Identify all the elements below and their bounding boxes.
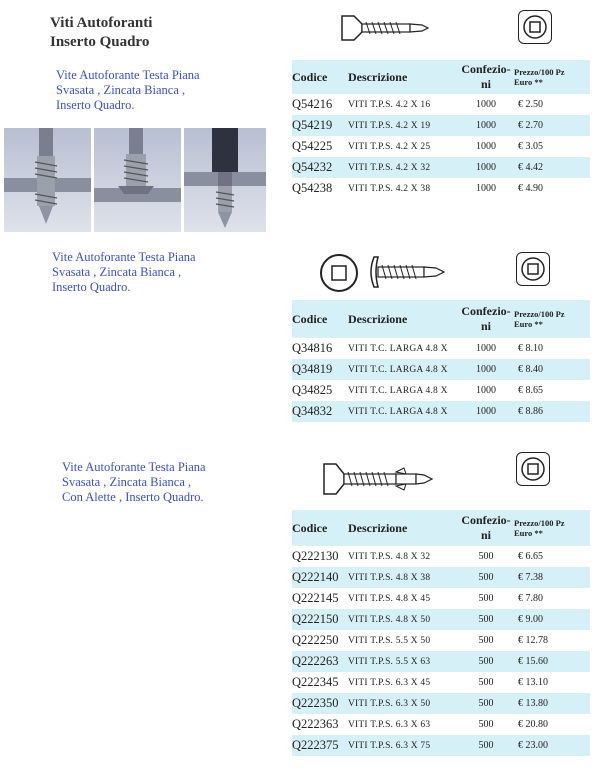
row-price: € 23.00 xyxy=(518,740,548,751)
row-desc: VITI T.P.S. 6.3 X 45 xyxy=(348,677,431,688)
row-qty: 1000 xyxy=(476,406,496,417)
row-price: € 8.86 xyxy=(518,406,543,417)
row-price: € 8.10 xyxy=(518,343,543,354)
row-price: € 8.65 xyxy=(518,385,543,396)
table-header xyxy=(292,510,590,546)
price-header-line: Euro ** xyxy=(514,319,543,329)
table-row xyxy=(292,714,590,735)
section-2-description xyxy=(52,250,196,295)
row-price: € 3.05 xyxy=(518,141,543,152)
description-line: Svasata , Zincata Bianca , xyxy=(62,475,192,489)
col-code: Codice xyxy=(292,520,328,535)
row-qty: 500 xyxy=(478,551,494,562)
col-description: Descrizione xyxy=(348,311,408,326)
table-row xyxy=(292,651,590,672)
row-code: Q54225 xyxy=(292,139,333,153)
winged-screw-icon xyxy=(322,460,434,503)
row-qty: 500 xyxy=(478,635,494,646)
table-row xyxy=(292,380,590,401)
row-desc: VITI T.P.S. 6.3 X 75 xyxy=(348,740,431,751)
table-row xyxy=(292,693,590,714)
description-line: Svasata , Zincata Bianca , xyxy=(56,83,186,97)
col-price xyxy=(514,300,590,338)
row-qty: 500 xyxy=(478,656,494,667)
row-price: € 20.80 xyxy=(518,719,548,730)
price-header-line: Euro ** xyxy=(514,77,543,87)
row-code: Q54232 xyxy=(292,160,333,174)
title-line-1: Viti Autoforanti xyxy=(50,15,153,31)
row-code: Q222375 xyxy=(292,738,339,752)
row-code: Q222140 xyxy=(292,570,339,584)
row-desc: VITI T.P.S. 5.5 X 63 xyxy=(348,656,431,667)
table-row xyxy=(292,672,590,693)
col-description: Descrizione xyxy=(348,520,408,535)
wafer-head-screw-icon xyxy=(368,255,446,294)
row-qty: 1000 xyxy=(476,385,496,396)
row-desc: VITI T.C. LARGA 4.8 X xyxy=(348,343,448,354)
row-price: € 4.42 xyxy=(518,162,543,173)
row-qty: 1000 xyxy=(476,343,496,354)
row-price: € 6.65 xyxy=(518,551,543,562)
description-line: Vite Autoforante Testa Piana xyxy=(56,68,200,82)
row-price: € 9.00 xyxy=(518,614,543,625)
row-code: Q222250 xyxy=(292,633,339,647)
row-price: € 4.90 xyxy=(518,183,543,194)
col-price xyxy=(514,60,590,94)
row-qty: 1000 xyxy=(476,99,496,110)
page-title xyxy=(50,14,152,52)
square-drive-head-icon xyxy=(318,252,360,299)
table-header xyxy=(292,60,590,94)
countersunk-screw-icon xyxy=(340,12,430,49)
table-row xyxy=(292,609,590,630)
description-line: Inserto Quadro. xyxy=(52,280,131,294)
row-qty: 1000 xyxy=(476,364,496,375)
product-table-1 xyxy=(292,60,590,199)
table-row xyxy=(292,735,590,756)
product-table-3 xyxy=(292,510,590,756)
row-price: € 2.50 xyxy=(518,99,543,110)
row-desc: VITI T.C. LARGA 4.8 X xyxy=(348,385,448,396)
row-qty: 500 xyxy=(478,614,494,625)
col-qty: Confezio-ni xyxy=(461,62,511,91)
description-line: Con Alette , Inserto Quadro. xyxy=(62,490,204,504)
table-row xyxy=(292,546,590,567)
row-code: Q54219 xyxy=(292,118,333,132)
price-header-line: Prezzo/100 Pz xyxy=(514,309,565,319)
price-header-line: Prezzo/100 Pz xyxy=(514,518,565,528)
row-desc: VITI T.P.S. 4.8 X 50 xyxy=(348,614,431,625)
table-row xyxy=(292,401,590,422)
square-drive-icon xyxy=(516,252,550,286)
row-code: Q34832 xyxy=(292,404,333,418)
row-desc: VITI T.P.S. 4.8 X 38 xyxy=(348,572,431,583)
col-code: Codice xyxy=(292,69,328,84)
col-code: Codice xyxy=(292,311,328,326)
price-header-line: Prezzo/100 Pz xyxy=(514,67,565,77)
row-qty: 500 xyxy=(478,698,494,709)
row-desc: VITI T.P.S. 4.2 X 32 xyxy=(348,162,431,173)
table-row xyxy=(292,94,590,115)
row-code: Q222345 xyxy=(292,675,339,689)
row-desc: VITI T.P.S. 6.3 X 63 xyxy=(348,719,431,730)
row-code: Q222350 xyxy=(292,696,339,710)
table-row xyxy=(292,136,590,157)
row-qty: 500 xyxy=(478,740,494,751)
table-row xyxy=(292,630,590,651)
row-price: € 7.80 xyxy=(518,593,543,604)
table-header xyxy=(292,300,590,338)
row-price: € 15.60 xyxy=(518,656,548,667)
row-code: Q222145 xyxy=(292,591,339,605)
row-desc: VITI T.P.S. 4.2 X 25 xyxy=(348,141,431,152)
row-price: € 2.70 xyxy=(518,120,543,131)
col-qty: Confezio-ni xyxy=(461,304,511,333)
square-drive-icon xyxy=(516,452,550,486)
row-qty: 500 xyxy=(478,593,494,604)
row-desc: VITI T.P.S. 4.2 X 38 xyxy=(348,183,431,194)
square-drive-icon xyxy=(518,10,552,44)
row-code: Q222363 xyxy=(292,717,339,731)
row-price: € 7.38 xyxy=(518,572,543,583)
col-description: Descrizione xyxy=(348,69,408,84)
section-3-description xyxy=(62,460,206,505)
table-row xyxy=(292,157,590,178)
row-code: Q222150 xyxy=(292,612,339,626)
col-qty: Confezio-ni xyxy=(461,513,511,542)
row-price: € 8.40 xyxy=(518,364,543,375)
row-code: Q54238 xyxy=(292,181,333,195)
row-desc: VITI T.P.S. 5.5 X 50 xyxy=(348,635,431,646)
row-qty: 500 xyxy=(478,572,494,583)
description-line: Inserto Quadro. xyxy=(56,98,135,112)
row-price: € 12.78 xyxy=(518,635,548,646)
row-code: Q34819 xyxy=(292,362,333,376)
description-line: Vite Autoforante Testa Piana xyxy=(62,460,206,474)
row-code: Q222130 xyxy=(292,549,339,563)
row-price: € 13.80 xyxy=(518,698,548,709)
row-qty: 1000 xyxy=(476,183,496,194)
row-qty: 500 xyxy=(478,677,494,688)
row-code: Q34816 xyxy=(292,341,333,355)
row-desc: VITI T.C. LARGA 4.8 X xyxy=(348,406,448,417)
row-qty: 1000 xyxy=(476,120,496,131)
row-desc: VITI T.P.S. 6.3 X 50 xyxy=(348,698,431,709)
price-header-line: Euro ** xyxy=(514,528,543,538)
description-line: Svasata , Zincata Bianca , xyxy=(52,265,182,279)
screws-photo xyxy=(4,128,266,232)
table-row xyxy=(292,338,590,359)
col-price xyxy=(514,510,590,546)
row-desc: VITI T.P.S. 4.2 X 19 xyxy=(348,120,431,131)
row-desc: VITI T.P.S. 4.2 X 16 xyxy=(348,99,431,110)
row-code: Q34825 xyxy=(292,383,333,397)
table-row xyxy=(292,115,590,136)
row-price: € 13.10 xyxy=(518,677,548,688)
row-desc: VITI T.C. LARGA 4.8 X xyxy=(348,364,448,375)
row-code: Q222263 xyxy=(292,654,339,668)
row-qty: 1000 xyxy=(476,141,496,152)
row-qty: 500 xyxy=(478,719,494,730)
table-row xyxy=(292,359,590,380)
table-row xyxy=(292,567,590,588)
row-desc: VITI T.P.S. 4.8 X 45 xyxy=(348,593,431,604)
row-qty: 1000 xyxy=(476,162,496,173)
title-line-2: Inserto Quadro xyxy=(50,34,150,50)
product-table-2 xyxy=(292,300,590,422)
table-row xyxy=(292,178,590,199)
row-code: Q54216 xyxy=(292,97,333,111)
section-1-description xyxy=(56,68,200,113)
row-desc: VITI T.P.S. 4.8 X 32 xyxy=(348,551,431,562)
description-line: Vite Autoforante Testa Piana xyxy=(52,250,196,264)
table-row xyxy=(292,588,590,609)
